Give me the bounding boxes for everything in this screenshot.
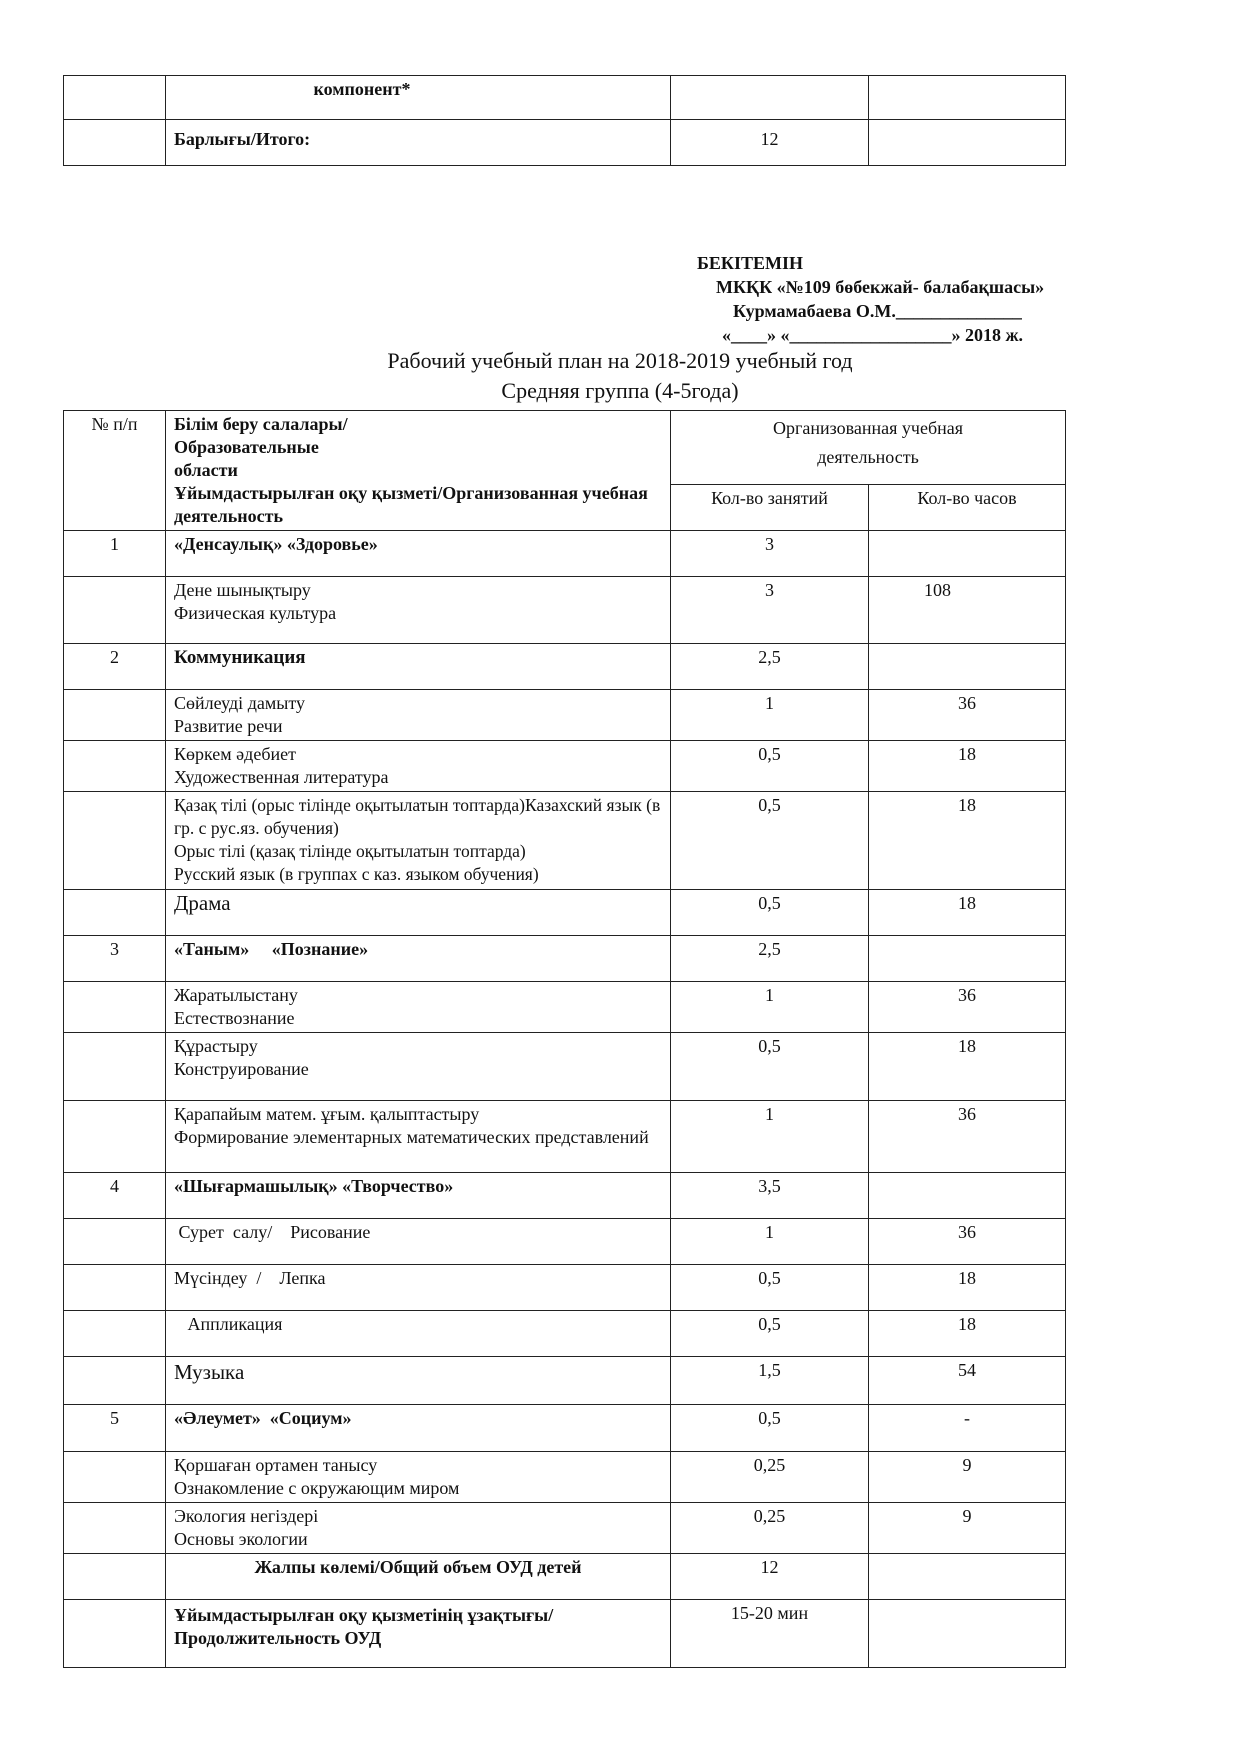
table-row	[64, 982, 1066, 1033]
cell-num	[64, 1503, 166, 1554]
table-row	[64, 1503, 1066, 1554]
cell-name: Дене шынықтыру Физическая культура	[166, 577, 671, 644]
cell-count: 12	[671, 120, 869, 166]
cell-count: 15-20 мин	[671, 1600, 869, 1668]
cell-name: Мүсіндеу / Лепка	[166, 1265, 671, 1311]
cell-num	[64, 577, 166, 644]
cell-name: Сөйлеуді дамыту Развитие речи	[166, 690, 671, 741]
cell-count: 0,25	[671, 1503, 869, 1554]
cell-name: Коммуникация	[166, 644, 671, 690]
cell-num	[64, 1357, 166, 1405]
cell-num	[64, 741, 166, 792]
cell-hours	[869, 531, 1066, 577]
cell-name: Аппликация	[166, 1311, 671, 1357]
table-row	[64, 76, 1066, 120]
table-row	[64, 792, 1066, 890]
table-row	[64, 1033, 1066, 1101]
table-row	[64, 1265, 1066, 1311]
header-num: № п/п	[64, 411, 166, 531]
page-title: Рабочий учебный план на 2018-2019 учебный год	[387, 348, 853, 373]
cell-count: 0,5	[671, 1311, 869, 1357]
table-row	[64, 1173, 1066, 1219]
header-hours: Кол-во часов	[869, 484, 1066, 530]
cell-name: Қоршаған ортамен танысу Ознакомление с окружающим миром	[166, 1452, 671, 1503]
cell-num	[64, 982, 166, 1033]
cell-count: 1	[671, 982, 869, 1033]
cell-hours: 18	[869, 1311, 1066, 1357]
header-count: Кол-во занятий	[671, 484, 869, 530]
cell-count	[671, 76, 869, 120]
cell-name: «Әлеумет» «Социум»	[166, 1405, 671, 1452]
cell-count: 0,5	[671, 1405, 869, 1452]
cell-hours: 36	[869, 1101, 1066, 1173]
cell-hours: 36	[869, 1219, 1066, 1265]
cell-hours: 9	[869, 1503, 1066, 1554]
table-row	[64, 936, 1066, 982]
cell-hours: 54	[869, 1357, 1066, 1405]
table-row	[64, 741, 1066, 792]
table-row	[64, 1554, 1066, 1600]
cell-name: Жаратылыстану Естествознание	[166, 982, 671, 1033]
cell-num	[64, 1033, 166, 1101]
top-table	[63, 75, 1066, 166]
cell-num	[64, 690, 166, 741]
cell-name: Экология негіздері Основы экологии	[166, 1503, 671, 1554]
cell-name: Сурет салу/ Рисование	[166, 1219, 671, 1265]
table-row	[64, 1311, 1066, 1357]
cell-count: 1	[671, 690, 869, 741]
cell-count: 2,5	[671, 644, 869, 690]
cell-hours: 9	[869, 1452, 1066, 1503]
cell-hours: -	[869, 1405, 1066, 1452]
cell-name: «Таным» «Познание»	[166, 936, 671, 982]
approval-date: «____» «__________________» 2018 ж.	[722, 325, 1024, 345]
cell-num: 4	[64, 1173, 166, 1219]
cell-hours: 18	[869, 1033, 1066, 1101]
cell-count: 3	[671, 577, 869, 644]
cell-name: Қарапайым матем. ұғым. қалыптастыру Формирование элементарных математических представлений	[166, 1101, 671, 1173]
cell-name: «Шығармашылық» «Творчество»	[166, 1173, 671, 1219]
approval-title: БЕКІТЕМІН	[697, 253, 803, 273]
cell-hours	[869, 76, 1066, 120]
cell-num	[64, 1311, 166, 1357]
table-row	[64, 1219, 1066, 1265]
cell-num: 3	[64, 936, 166, 982]
header-row	[64, 411, 1066, 485]
cell-count: 0,5	[671, 890, 869, 936]
table-row	[64, 120, 1066, 166]
cell-name: Музыка	[166, 1357, 671, 1405]
cell-name: Барлығы/Итого:	[166, 120, 671, 166]
cell-count: 0,5	[671, 1033, 869, 1101]
cell-count: 1	[671, 1219, 869, 1265]
table-row	[64, 531, 1066, 577]
table-row	[64, 1600, 1066, 1668]
cell-hours: 18	[869, 890, 1066, 936]
cell-name: Құрастыру Конструирование	[166, 1033, 671, 1101]
table-row	[64, 1357, 1066, 1405]
cell-num	[64, 120, 166, 166]
cell-count: 0,5	[671, 1265, 869, 1311]
table-row	[64, 1101, 1066, 1173]
cell-num	[64, 1452, 166, 1503]
cell-num	[64, 76, 166, 120]
cell-hours: 36	[869, 982, 1066, 1033]
cell-count: 12	[671, 1554, 869, 1600]
cell-hours: 108	[869, 577, 1066, 644]
cell-hours: 18	[869, 1265, 1066, 1311]
table-row	[64, 577, 1066, 644]
cell-hours	[869, 1600, 1066, 1668]
cell-count: 0,25	[671, 1452, 869, 1503]
cell-num: 1	[64, 531, 166, 577]
cell-num	[64, 1265, 166, 1311]
cell-hours: 18	[869, 792, 1066, 890]
header-group: Организованная учебная деятельность	[671, 411, 1066, 485]
curriculum-table	[63, 410, 1066, 1668]
cell-num	[64, 1219, 166, 1265]
cell-count: 2,5	[671, 936, 869, 982]
cell-name: Көркем әдебиет Художественная литература	[166, 741, 671, 792]
cell-hours	[869, 644, 1066, 690]
cell-num	[64, 890, 166, 936]
cell-hours: 18	[869, 741, 1066, 792]
cell-name: Ұйымдастырылған оқу қызметінің ұзақтығы/Продолжительность ОУД	[166, 1600, 671, 1668]
cell-num	[64, 792, 166, 890]
cell-name: Қазақ тілі (орыс тілінде оқытылатын топтарда)Казахский язык (в гр. с рус.яз. обучения) Орыс тілі (қазақ тілінде оқытылатын топтарда) Русский язык (в группах с каз. языком обучения)	[166, 792, 671, 890]
cell-count: 1,5	[671, 1357, 869, 1405]
cell-num	[64, 1101, 166, 1173]
table-row	[64, 1405, 1066, 1452]
cell-name: «Денсаулық» «Здоровье»	[166, 531, 671, 577]
table-row	[64, 690, 1066, 741]
cell-num: 5	[64, 1405, 166, 1452]
table-row	[64, 1452, 1066, 1503]
cell-num	[64, 1600, 166, 1668]
cell-count: 3	[671, 531, 869, 577]
approval-organization: МКҚК «№109 бөбекжай- балабақшасы»	[716, 277, 1045, 297]
cell-hours	[869, 1554, 1066, 1600]
cell-num: 2	[64, 644, 166, 690]
approval-signatory: Курмамабаева О.М.______________	[733, 301, 1022, 321]
cell-hours	[869, 1173, 1066, 1219]
cell-num	[64, 1554, 166, 1600]
header-areas: Білім беру салалары/ Образовательные области Ұйымдастырылған оқу қызметі/Организованная учебная деятельность	[166, 411, 671, 531]
cell-hours: 36	[869, 690, 1066, 741]
cell-hours	[869, 120, 1066, 166]
cell-count: 0,5	[671, 741, 869, 792]
cell-count: 3,5	[671, 1173, 869, 1219]
cell-name: компонент*	[166, 76, 671, 120]
page-subtitle: Средняя группа (4-5года)	[501, 378, 739, 403]
cell-name: Драма	[166, 890, 671, 936]
cell-count: 1	[671, 1101, 869, 1173]
table-row	[64, 644, 1066, 690]
cell-name: Жалпы көлемі/Общий объем ОУД детей	[166, 1554, 671, 1600]
cell-hours	[869, 936, 1066, 982]
cell-count: 0,5	[671, 792, 869, 890]
table-row	[64, 890, 1066, 936]
